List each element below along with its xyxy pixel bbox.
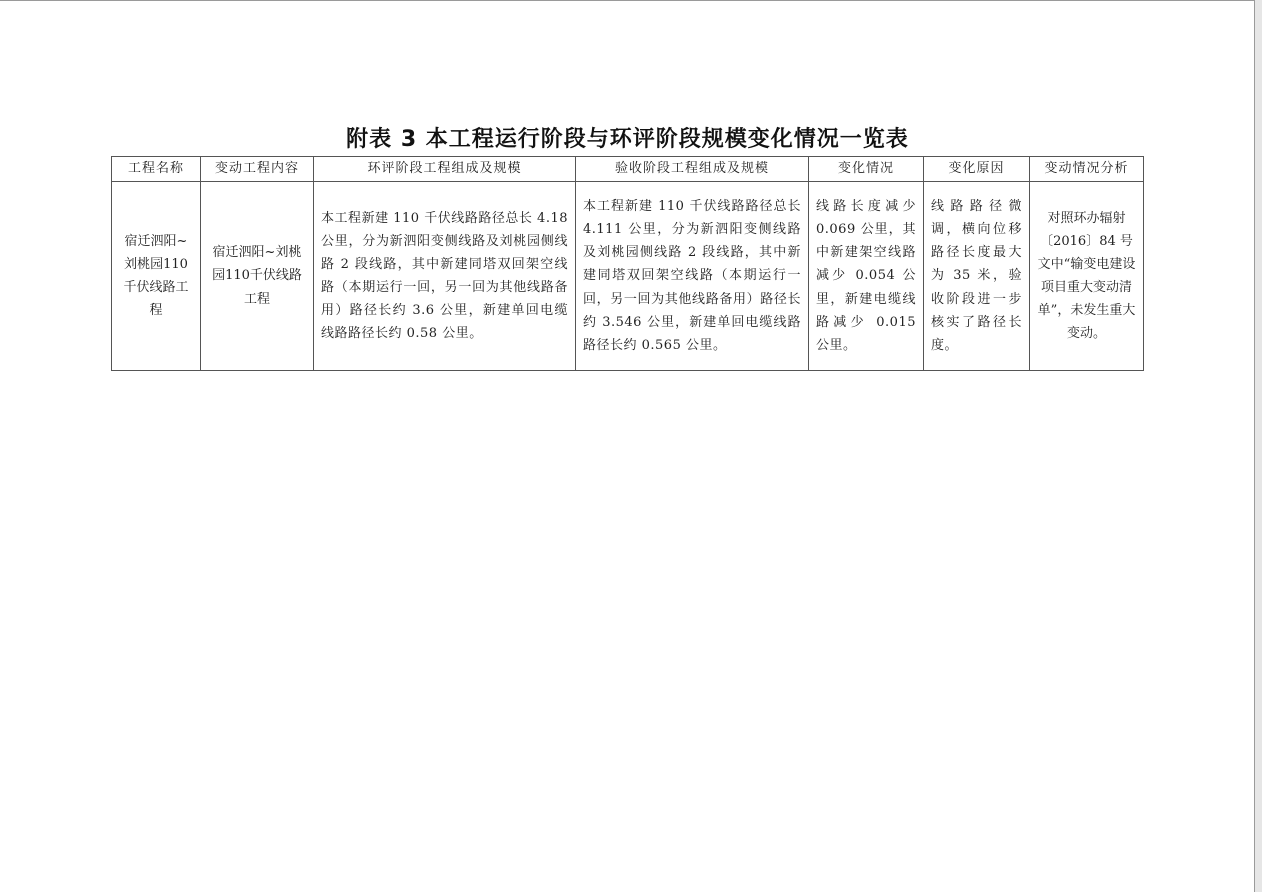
cell-change-analysis: 对照环办辐射〔2016〕84 号文中“输变电建设项目重大变动清单”，未发生重大变动。 bbox=[1030, 182, 1144, 371]
table-row bbox=[112, 182, 1144, 371]
cell-project-name: 宿迁泗阳~刘桃园110千伏线路工程 bbox=[112, 182, 201, 371]
page-edge-shadow bbox=[1255, 0, 1262, 892]
header-change-reason: 变化原因 bbox=[924, 157, 1030, 182]
cell-change-status: 线路长度减少 0.069 公里，其中新建架空线路减少 0.054 公里，新建电缆线路减少 0.015 公里。 bbox=[809, 182, 924, 371]
header-change-status: 变化情况 bbox=[809, 157, 924, 182]
cell-change-reason: 线路路径微调，横向位移路径长度最大为 35 米，验收阶段进一步核实了路径长度。 bbox=[924, 182, 1030, 371]
cell-change-content: 宿迁泗阳~刘桃园110千伏线路工程 bbox=[201, 182, 314, 371]
table-header-row bbox=[112, 157, 1144, 182]
page-title: 附表 3 本工程运行阶段与环评阶段规模变化情况一览表 bbox=[346, 127, 909, 152]
cell-acceptance-scale: 本工程新建 110 千伏线路路径总长 4.111 公里，分为新泗阳变侧线路及刘桃园侧线路 2 段线路，其中新建同塔双回架空线路（本期运行一回，另一回为其他线路备用）路径长约 3.546 公里，新建单回电缆线路路径长约 0.565 公里。 bbox=[576, 182, 809, 371]
header-acceptance-scale: 验收阶段工程组成及规模 bbox=[576, 157, 809, 182]
scale-change-table bbox=[111, 156, 1144, 371]
header-change-content: 变动工程内容 bbox=[201, 157, 314, 182]
header-project-name: 工程名称 bbox=[112, 157, 201, 182]
cell-eia-scale: 本工程新建 110 千伏线路路径总长 4.18 公里，分为新泗阳变侧线路及刘桃园侧线路 2 段线路，其中新建同塔双回架空线路（本期运行一回，另一回为其他线路备用）路径长约 3.6 公里，新建单回电缆线路路径长约 0.58 公里。 bbox=[314, 182, 576, 371]
header-change-analysis: 变动情况分析 bbox=[1030, 157, 1144, 182]
header-eia-scale: 环评阶段工程组成及规模 bbox=[314, 157, 576, 182]
